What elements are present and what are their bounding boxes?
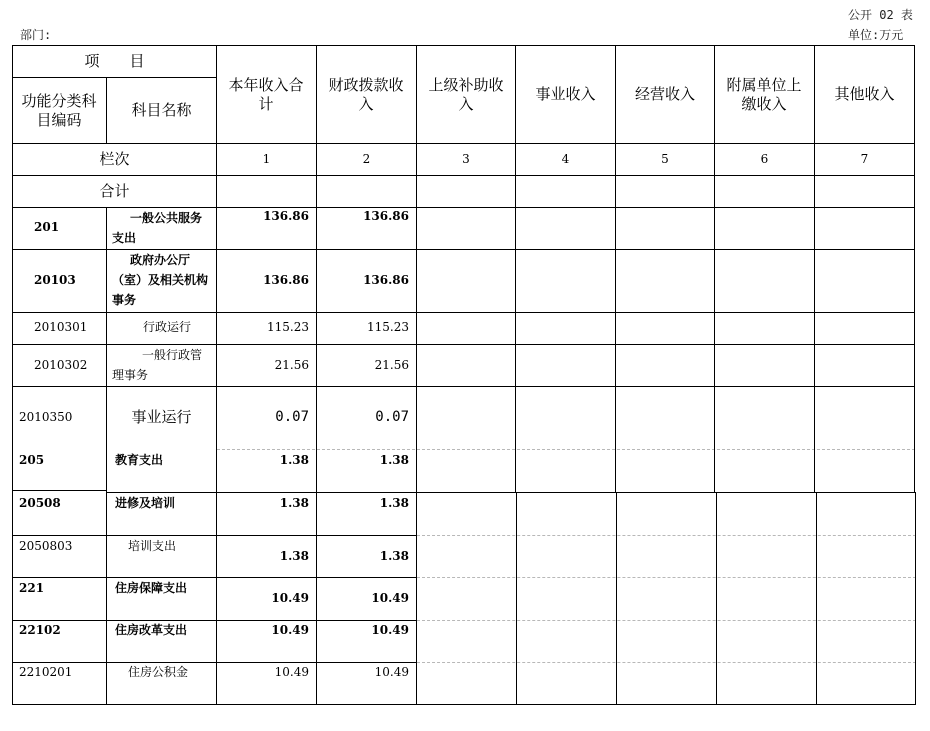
row-border [12,662,417,663]
lanci-7: 7 [860,152,869,166]
row-total-value: 0.07 [275,409,309,425]
row-fiscal-value: 10.49 [371,623,409,637]
lanci-1: 1 [262,152,271,166]
row-subject-name: 行政运行 [143,320,192,334]
row-subject-name: 教育支出 [115,453,164,467]
row-code: 221 [19,581,45,595]
unit-label: 单位:万元 [848,28,904,42]
dashed-row-line [417,577,916,578]
header-other-income: 其他收入 [834,85,895,103]
header-func-code: 功能分类科目编码 [21,91,97,129]
row-subject-name: 一般公共服务支出 [112,211,203,245]
row-fiscal-value: 136.86 [363,209,409,223]
row-code: 201 [34,220,60,234]
header-operating-income: 经营收入 [634,85,695,103]
row-fiscal-value: 1.38 [379,496,409,510]
table-bottom-border [12,704,916,705]
row-subject-name: 住房改革支出 [115,623,188,637]
row-total-value: 10.49 [274,665,309,679]
lanci-3: 3 [462,152,470,166]
row-border [12,577,417,578]
row-subject-name: 培训支出 [128,539,177,553]
form-number: 公开 02 表 [848,8,913,22]
header-fiscal-income: 财政拨款收入 [328,75,404,113]
column-divider [106,207,107,705]
total-label: 合计 [99,182,130,200]
row-fiscal-value: 1.38 [379,549,409,563]
header-project: 项 目 [84,52,145,70]
table-right-border [915,492,916,705]
row-border [12,620,417,621]
row-subject-name: 住房保障支出 [115,581,188,595]
column-divider [616,492,617,705]
row-border [12,386,915,387]
dashed-row-line [417,535,916,536]
row-code: 2010350 [19,410,73,424]
row-total-value: 136.86 [263,273,309,287]
lanci-2: 2 [362,152,371,166]
header-total-income: 本年收入合计 [228,75,304,113]
dashed-row-line [417,662,916,663]
row-subject-name: 政府办公厅（室）及相关机构事务 [112,253,209,307]
row-code: 205 [19,453,45,467]
row-code: 2010302 [34,358,88,372]
lanci-4: 4 [561,152,570,166]
header-affiliate-income: 附属单位上缴收入 [726,75,802,113]
header-superior-subsidy: 上级补助收入 [428,75,504,113]
row-fiscal-value: 10.49 [371,591,409,605]
row-code: 20103 [34,273,76,287]
row-code: 2050803 [19,539,73,553]
row-code: 22102 [19,623,61,637]
row-total-value: 1.38 [279,453,309,467]
row-total-value: 10.49 [271,591,309,605]
table-right-border [914,45,915,492]
lanci-label: 栏次 [99,150,130,168]
row-border [12,535,417,536]
row-fiscal-value: 0.07 [375,409,409,425]
row-code: 2210201 [19,665,73,679]
header-business-income: 事业收入 [535,85,596,103]
row-border [12,490,106,491]
row-subject-name: 一般行政管理事务 [112,348,203,382]
row-code: 2010301 [34,320,88,334]
row-fiscal-value: 10.49 [374,665,409,679]
lanci-6: 6 [760,152,769,166]
row-fiscal-value: 1.38 [379,453,409,467]
row-total-value: 136.86 [263,209,309,223]
column-divider [816,492,817,705]
header-subject-name: 科目名称 [131,101,192,119]
column-divider [714,45,715,492]
row-fiscal-value: 136.86 [363,273,409,287]
row-total-value: 1.38 [279,549,309,563]
column-divider [716,492,717,705]
row-total-value: 1.38 [279,496,309,510]
row-subject-name: 进修及培训 [115,496,176,510]
dashed-row-line [217,449,915,450]
row-subject-name: 住房公积金 [128,665,189,679]
row-fiscal-value: 115.23 [367,320,409,334]
row-subject-name: 事业运行 [131,407,192,426]
row-border [106,492,916,493]
row-total-value: 10.49 [271,623,309,637]
row-border [12,312,915,313]
dashed-row-line [417,620,916,621]
row-total-value: 21.56 [274,358,309,372]
department-label: 部门: [20,28,52,42]
row-fiscal-value: 21.56 [374,358,409,372]
row-code: 20508 [19,496,61,510]
row-total-value: 115.23 [267,320,309,334]
lanci-5: 5 [661,152,669,166]
column-divider [516,492,517,705]
